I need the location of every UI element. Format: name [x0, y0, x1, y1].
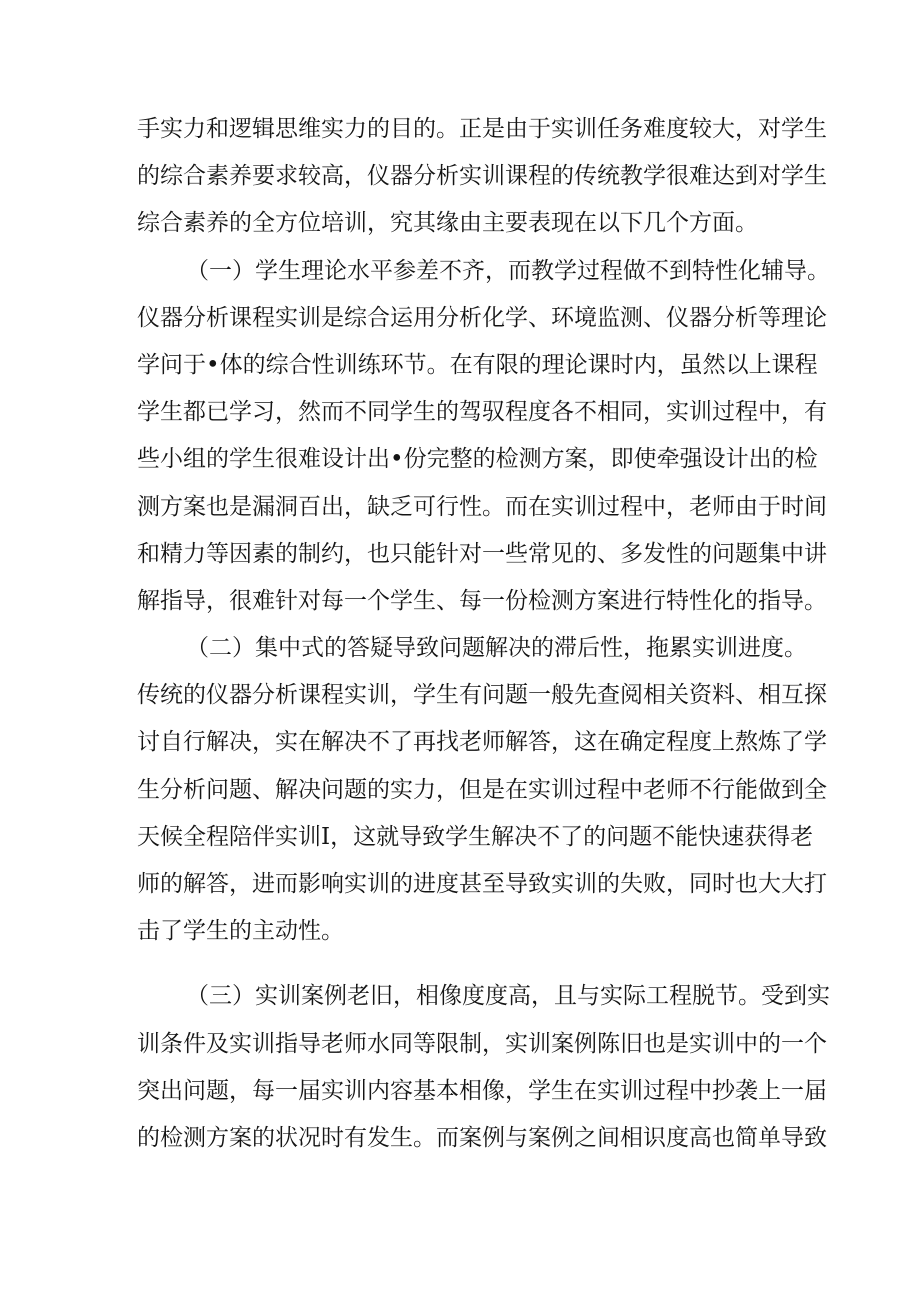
text-line: 解指导，很难针对每一个学生、每一份检测方案进行特性化的指导。	[137, 587, 827, 614]
text-line: 生分析问题、解决问题的实力，但是在实训过程中老师不行能做到全	[137, 776, 827, 803]
text-line: 天候全程陪伴实训I，这就导致学生解决不了的问题不能快速获得老	[137, 823, 814, 850]
paragraph-gap	[137, 955, 797, 973]
text-line: 和精力等因素的制约，也只能针对一些常见的、多发性的问题集中讲	[137, 540, 827, 567]
text-line: 些小组的学生很难设计出•份完整的检测方案，即使牵强设计出的检	[137, 446, 818, 473]
text-line: 测方案也是漏洞百出，缺乏可行性。而在实训过程中，老师由于时间	[137, 493, 827, 520]
text-line: 学生都已学习，然而不同学生的驾驭程度各不相同，实训过程中，有	[137, 399, 827, 426]
text-line: 传统的仪器分析课程实训，学生有问题一般先查阅相关资料、相互探	[137, 682, 827, 709]
section-heading-3: （三）实训案例老旧，相像度度高，且与实际工程脱节。受到实	[186, 983, 830, 1010]
text-line: 综合素养的全方位培训，究其缘由主要表现在以下几个方面。	[137, 210, 758, 237]
section-heading-1: （一）学生理论水平参差不齐，而教学过程做不到特性化辅导。	[186, 257, 830, 284]
text-line: 师的解答，进而影响实训的进度甚至导致实训的失败，同时也大大打	[137, 871, 827, 897]
text-line: 突出问题，每一届实训内容基本相像，学生在实训过程中抄袭上一届	[137, 1077, 827, 1104]
text-line: 的检测方案的状况时有发生。而案例与案例之间相识度高也简单导致	[137, 1124, 827, 1151]
text-line: 仪器分析课程实训是综合运用分析化学、环境监测、仪器分析等理论	[137, 304, 827, 331]
text-line: 的综合素养要求较高，仪器分析实训课程的传统教学很难达到对学生	[137, 163, 827, 190]
text-line: 手实力和逻辑思维实力的目的。正是由于实训任务难度较大，对学生	[137, 116, 827, 142]
section-heading-2: （二）集中式的答疑导致问题解决的滞后性，拖累实训进度。	[186, 635, 807, 662]
text-line: 讨自行解决，实在解决不了再找老师解答，这在确定程度上熬炼了学	[137, 729, 827, 756]
text-line: 击了学生的主动性。	[137, 918, 344, 945]
text-line: 训条件及实训指导老师水同等限制，实训案例陈旧也是实训中的一个	[137, 1030, 827, 1057]
text-line: 学问于•体的综合性训练环节。在有限的理论课时内，虽然以上课程	[137, 351, 818, 378]
body-text	[137, 106, 830, 1162]
